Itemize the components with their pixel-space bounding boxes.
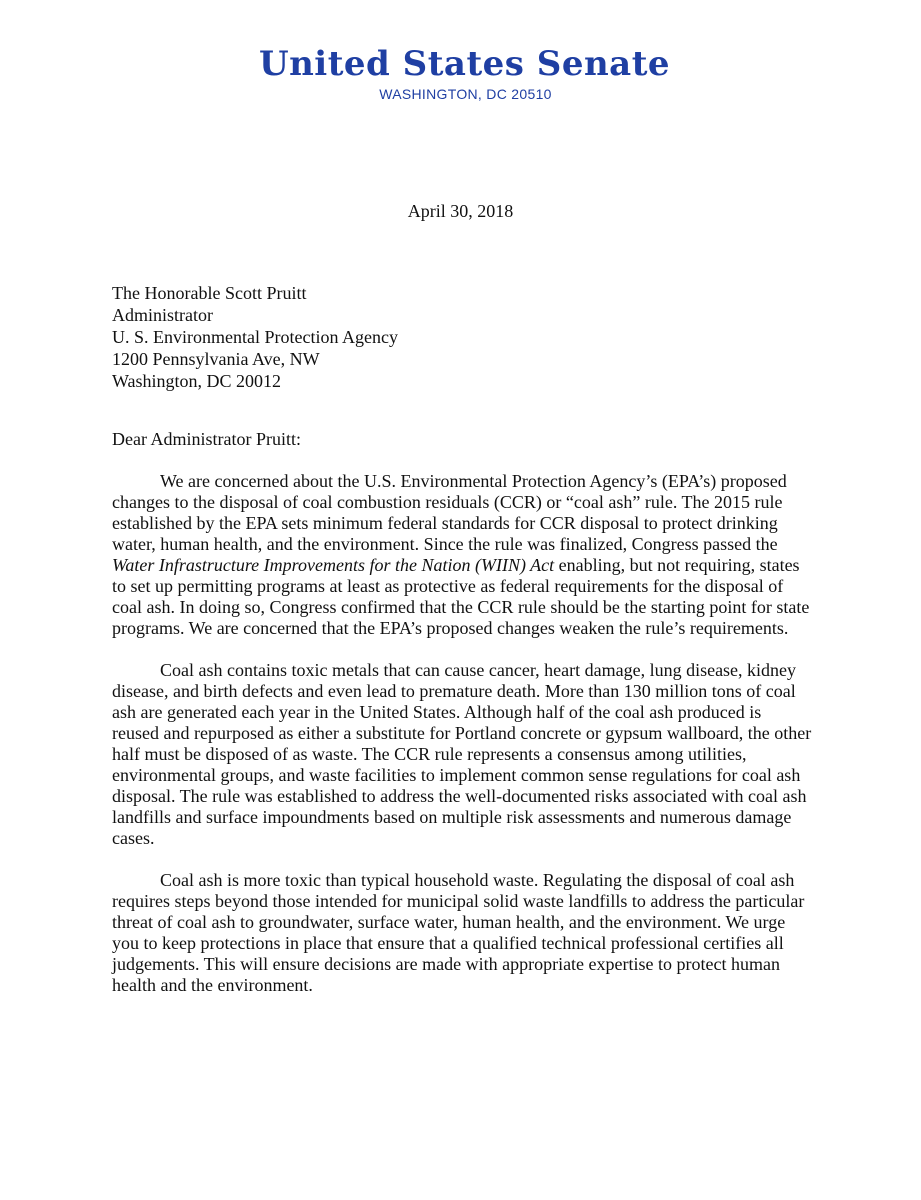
letterhead-city: WASHINGTON, DC 20510 [379, 86, 552, 102]
addressee-title: Administrator [112, 305, 213, 325]
addressee-name: The Honorable Scott Pruitt [112, 283, 307, 303]
paragraph-2 [112, 660, 832, 849]
paragraph-line: disease, and birth defects and even lead to premature death. More than 130 million tons of coal [112, 681, 796, 701]
paragraph-line: Coal ash contains toxic metals that can cause cancer, heart damage, lung disease, kidney [160, 660, 797, 680]
letterhead [0, 44, 921, 102]
paragraph-line: coal ash. In doing so, Congress confirmed that the CCR rule should be the starting point for state [112, 597, 810, 617]
paragraph-line: changes to the disposal of coal combustion residuals (CCR) or “coal ash” rule. The 2015 rule [112, 492, 783, 512]
addressee-agency: U. S. Environmental Protection Agency [112, 327, 398, 347]
paragraph-line: to set up permitting programs at least as protective as federal requirements for the disposal of [112, 576, 784, 596]
paragraph-line: threat of coal ash to groundwater, surface water, human health, and the environment. We urge [112, 912, 786, 932]
paragraph-line-rest: enabling, but not requiring, states [554, 555, 800, 575]
letter-date: April 30, 2018 [407, 201, 514, 221]
paragraph-line: environmental groups, and waste facilities to implement common sense regulations for coal ash [112, 765, 801, 785]
paragraph-line: reused and repurposed as either a substitute for Portland concrete or gypsum wallboard, the other [112, 723, 812, 743]
paragraph-line: disposal. The rule was established to address the well-documented risks associated with coal ash [112, 786, 807, 806]
addressee-block [112, 282, 398, 392]
paragraph-line: ash are generated each year in the United States. Although half of the coal ash produced is [112, 702, 762, 722]
paragraph-line: We are concerned about the U.S. Environmental Protection Agency’s (EPA’s) proposed [160, 471, 787, 491]
paragraph-line: requires steps beyond those intended for municipal solid waste landfills to address the particular [112, 891, 805, 911]
act-title: Water Infrastructure Improvements for the Nation (WIIN) Act [112, 555, 555, 575]
letterhead-title: United States Senate [258, 44, 671, 84]
salutation: Dear Administrator Pruitt: [112, 429, 301, 449]
paragraph-line: programs. We are concerned that the EPA’s proposed changes weaken the rule’s requirements. [112, 618, 789, 638]
paragraph-line: Coal ash is more toxic than typical household waste. Regulating the disposal of coal ash [160, 870, 795, 890]
paragraph-line: you to keep protections in place that ensure that a qualified technical professional certifies all [112, 933, 784, 953]
paragraph-line: judgements. This will ensure decisions are made with appropriate expertise to protect human [112, 954, 780, 974]
paragraph-line: cases. [112, 828, 155, 848]
paragraph-line: half must be disposed of as waste. The CCR rule represents a consensus among utilities, [112, 744, 747, 764]
paragraph-line [112, 555, 832, 576]
paragraph-line: established by the EPA sets minimum federal standards for CCR disposal to protect drinking [112, 513, 778, 533]
paragraph-line: landfills and surface impoundments based on multiple risk assessments and numerous damage [112, 807, 792, 827]
paragraph-line: health and the environment. [112, 975, 313, 995]
addressee-street: 1200 Pennsylvania Ave, NW [112, 349, 320, 369]
paragraph-3 [112, 870, 832, 996]
addressee-city: Washington, DC 20012 [112, 371, 282, 391]
paragraph-1 [112, 471, 832, 639]
paragraph-line: water, human health, and the environment. Since the rule was finalized, Congress passed the [112, 534, 778, 554]
